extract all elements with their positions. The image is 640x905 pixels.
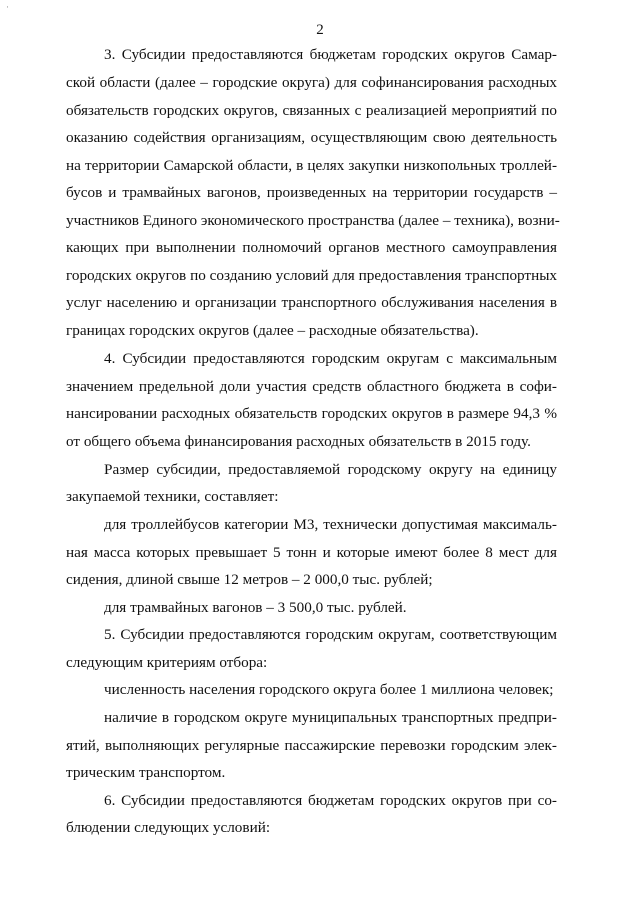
paragraph-p5-line-2: следующим критериям отбора: [66,654,268,671]
paragraph-p5b-line-2: ятий, выполняющих регулярные пассажирские перевозки городским элек- [66,737,557,754]
paragraph-p5a-line-1: численность населения городского округа более 1 миллиона человек; [104,681,554,698]
paragraph-p4-line-1: 4. Субсидии предоставляются городским округам с максимальным [104,350,557,367]
paragraph-p3-line-6: бусов и трамвайных вагонов, произведенных на территории государств – [66,184,557,201]
paragraph-p3-line-9: городских округов по созданию условий для предоставления транспортных [66,267,557,284]
paragraph-p3-line-2: ской области (далее – городские округа) для софинансирования расходных [66,74,557,91]
paragraph-p6-line-2: блюдении следующих условий: [66,819,271,836]
paragraph-p3-line-7: участников Единого экономического пространства (далее – техника), возни- [66,212,560,229]
paragraph-p3-line-8: кающих при выполнении полномочий органов местного самоуправления [66,239,557,256]
paragraph-p3-line-5: на территории Самарской области, в целях закупки низкопольных троллей- [66,157,557,174]
paragraph-p4a-line-1: Размер субсидии, предоставляемой городскому округу на единицу [104,461,557,478]
paragraph-p4b-line-1: для троллейбусов категории М3, технически допустимая максималь- [104,516,557,533]
paragraph-p5b-line-3: трическим транспортом. [66,764,226,781]
paragraph-p4c-line-1: для трамвайных вагонов – 3 500,0 тыс. рублей. [104,599,407,616]
paragraph-p6-line-1: 6. Субсидии предоставляются бюджетам городских округов при со- [104,792,557,809]
paragraph-p3-line-4: оказанию содействия организациям, осуществляющим свою деятельность [66,129,557,146]
paragraph-p5-line-1: 5. Субсидии предоставляются городским округам, соответствующим [104,626,557,643]
paragraph-p3-line-10: услуг населению и организации транспортного обслуживания населения в [66,294,557,311]
scan-mark: · [6,2,9,12]
paragraph-p5b-line-1: наличие в городском округе муниципальных транспортных предпри- [104,709,557,726]
paragraph-p3-line-3: обязательств городских округов, связанных с реализацией мероприятий по [66,102,557,119]
paragraph-p4b-line-2: ная масса которых превышает 5 тонн и которые имеют более 8 мест для [66,544,557,561]
paragraph-p4a-line-2: закупаемой техники, составляет: [66,488,279,505]
paragraph-p4-line-2: значением предельной доли участия средств областного бюджета в софи- [66,378,557,395]
page-number: 2 [316,22,324,38]
paragraph-p4-line-4: от общего объема финансирования расходных обязательств в 2015 году. [66,433,531,450]
paragraph-p4-line-3: нансировании расходных обязательств городских округов в размере 94,3 % [66,405,557,422]
paragraph-p3-line-1: 3. Субсидии предоставляются бюджетам городских округов Самар- [104,46,557,63]
paragraph-p3-line-11: границах городских округов (далее – расходные обязательства). [66,322,479,339]
paragraph-p4b-line-3: сидения, длиной свыше 12 метров – 2 000,0 тыс. рублей; [66,571,433,588]
